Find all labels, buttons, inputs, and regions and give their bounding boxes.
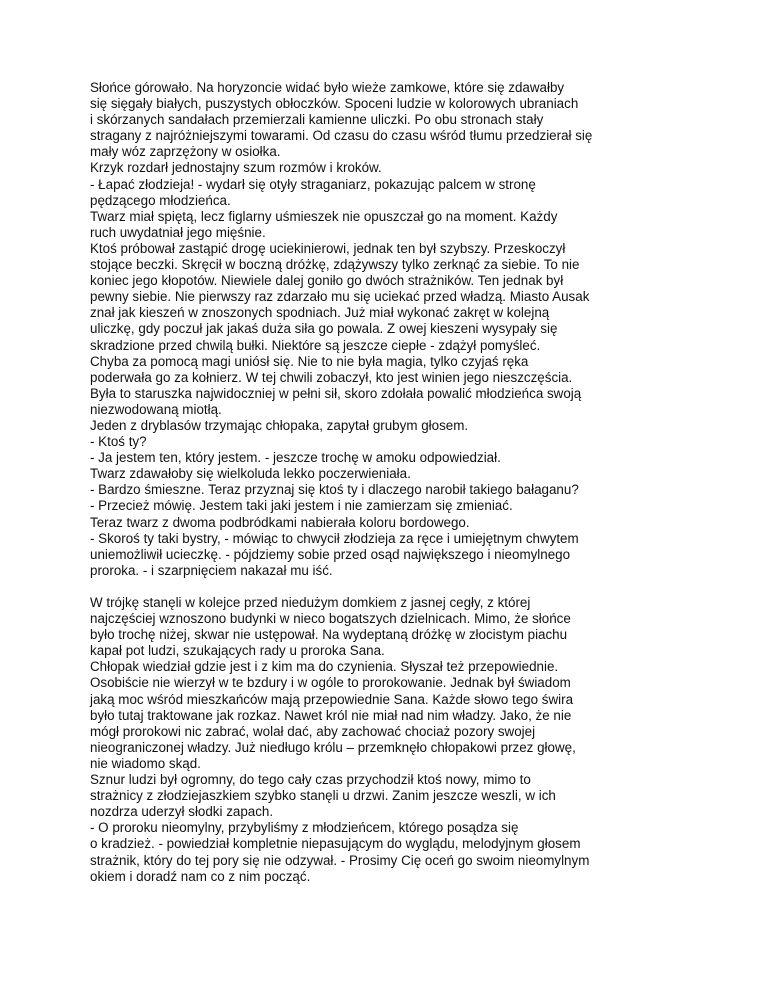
text-line: mały wóz zaprzężony w osiołka. (90, 144, 281, 160)
document-section-1 (90, 80, 690, 579)
text-line: - Łapać złodzieja! - wydarł się otyły straganiarz, pokazując palcem w stronę (90, 176, 536, 192)
text-line: strażnik, który do tej pory się nie odzywał. - Prosimy Cię oceń go swoim nieomylnym (90, 852, 590, 868)
document-section-2 (90, 595, 690, 885)
text-line: Teraz twarz z dwoma podbródkami nabierała koloru bordowego. (90, 514, 470, 530)
text-line: najczęściej wznoszono budynki w nieco bogatszych dzielnicach. Mimo, że słońce (90, 611, 571, 627)
text-line: - Ja jestem ten, który jestem. - jeszcze trochę w amoku odpowiedział. (90, 450, 501, 466)
text-line: o kradzież. - powiedział kompletnie niepasującym do wyglądu, melodyjnym głosem (90, 836, 581, 852)
text-line: Chłopak wiedział gdzie jest i z kim ma do czynienia. Słyszał też przepowiednie. (90, 659, 559, 675)
text-line: pędzącego młodzieńca. (90, 192, 231, 208)
text-line: się sięgały białych, puszystych obłoczków. Spoceni ludzie w kolorowych ubraniach (90, 96, 579, 112)
text-line: nie wiadomo skąd. (90, 755, 201, 771)
text-line: okiem i doradź nam co z nim począć. (90, 868, 311, 884)
text-line: jaką moc wśród mieszkańców mają przepowiednie Sana. Każde słowo tego świra (90, 691, 574, 707)
text-line: proroka. - i szarpnięciem nakazał mu iść. (90, 562, 333, 578)
text-line: nieograniczonej władzy. Już niedługo królu – przemknęło chłopakowi przez głowę, (90, 739, 576, 755)
text-line: W trójkę stanęli w kolejce przed niedużym domkiem z jasnej cegły, z której (90, 595, 531, 610)
text-line: ruch uwydatniał jego mięśnie. (90, 224, 266, 240)
text-line: Jeden z dryblasów trzymając chłopaka, zapytał grubym głosem. (90, 417, 469, 433)
text-line: - O proroku nieomylny, przybyliśmy z młodzieńcem, którego posądza się (90, 820, 519, 836)
paragraph-gap (90, 579, 690, 595)
text-line: stragany z najróżniejszymi towarami. Od czasu do czasu wśród tłumu przedzierał się (90, 128, 593, 144)
text-line: uniemożliwił ucieczkę. - pójdziemy sobie przed osąd największego i nieomylnego (90, 546, 571, 562)
text-line: Była to staruszka najwidoczniej w pełni sił, skoro zdołała powalić młodzieńca swoją (90, 385, 582, 401)
text-line: koniec jego kłopotów. Niewiele dalej goniło go dwóch strażników. Ten jednak był (90, 273, 564, 289)
text-line: pewny siebie. Nie pierwszy raz zdarzało mu się uciekać przed władzą. Miasto Ausak (90, 289, 590, 305)
text-line: Twarz zdawałoby się wielkoluda lekko poczerwieniała. (90, 466, 411, 482)
text-line: Twarz miał spiętą, lecz figlarny uśmieszek nie opuszczał go na moment. Każdy (90, 208, 558, 224)
text-line: Krzyk rozdarł jednostajny szum rozmów i kroków. (90, 160, 382, 176)
text-line: Ktoś próbował zastąpić drogę uciekinierowi, jednak ten był szybszy. Przeskoczył (90, 240, 566, 256)
text-line: kapał pot ludzi, szukających rady u proroka Sana. (90, 643, 385, 659)
text-line: Sznur ludzi był ogromny, do tego cały czas przychodził ktoś nowy, mimo to (90, 772, 531, 788)
text-line: Chyba za pomocą magi uniósł się. Nie to nie była magia, tylko czyjaś ręka (90, 353, 529, 369)
text-line: strażnicy z złodziejaszkiem szybko stanęli u drzwi. Zanim jeszcze weszli, w ich (90, 788, 556, 804)
text-line: było tutaj traktowane jak rozkaz. Nawet król nie miał nad nim władzy. Jako, że nie (90, 707, 572, 723)
text-line: Słońce górowało. Na horyzoncie widać było wieże zamkowe, które się zdawałby (90, 80, 565, 95)
text-line: - Ktoś ty? (90, 434, 147, 450)
text-line: mógł prorokowi nic zabrać, wolał dać, aby zachować chociaż pozory swojej (90, 723, 536, 739)
text-line: stojące beczki. Skręcił w boczną dróżkę, zdążywszy tylko zerknąć za siebie. To nie (90, 257, 580, 273)
text-line: znał jak kieszeń w znoszonych spodniach. Już miał wykonać zakręt w kolejną (90, 305, 550, 321)
text-line: - Przecież mówię. Jestem taki jaki jestem i nie zamierzam się zmieniać. (90, 498, 513, 514)
text-line: - Skoroś ty taki bystry, - mówiąc to chwycił złodzieja za ręce i umiejętnym chwytem (90, 530, 579, 546)
text-line: było trochę niżej, skwar nie ustępował. Na wydeptaną dróżkę w złocistym piachu (90, 627, 568, 643)
text-line: i skórzanych sandałach przemierzali kamienne uliczki. Po obu stronach stały (90, 112, 544, 128)
text-line: - Bardzo śmieszne. Teraz przyznaj się ktoś ty i dlaczego narobił takiego bałaganu? (90, 482, 579, 498)
text-line: poderwała go za kołnierz. W tej chwili zobaczył, kto jest winien jego nieszczęścia. (90, 369, 573, 385)
text-line: Osobiście nie wierzył w te bzdury i w ogóle to prorokowanie. Jednak był świadom (90, 675, 571, 691)
text-line: uliczkę, gdy poczuł jak jakaś duża siła go powala. Z owej kieszeni wysypały się (90, 321, 558, 337)
text-line: niezwodowaną miotłą. (90, 401, 222, 417)
document-page (90, 80, 690, 885)
text-line: skradzione przed chwilą bułki. Niektóre są jeszcze ciepłe - zdążył pomyśleć. (90, 337, 541, 353)
text-line: nozdrza uderzył słodki zapach. (90, 804, 274, 820)
